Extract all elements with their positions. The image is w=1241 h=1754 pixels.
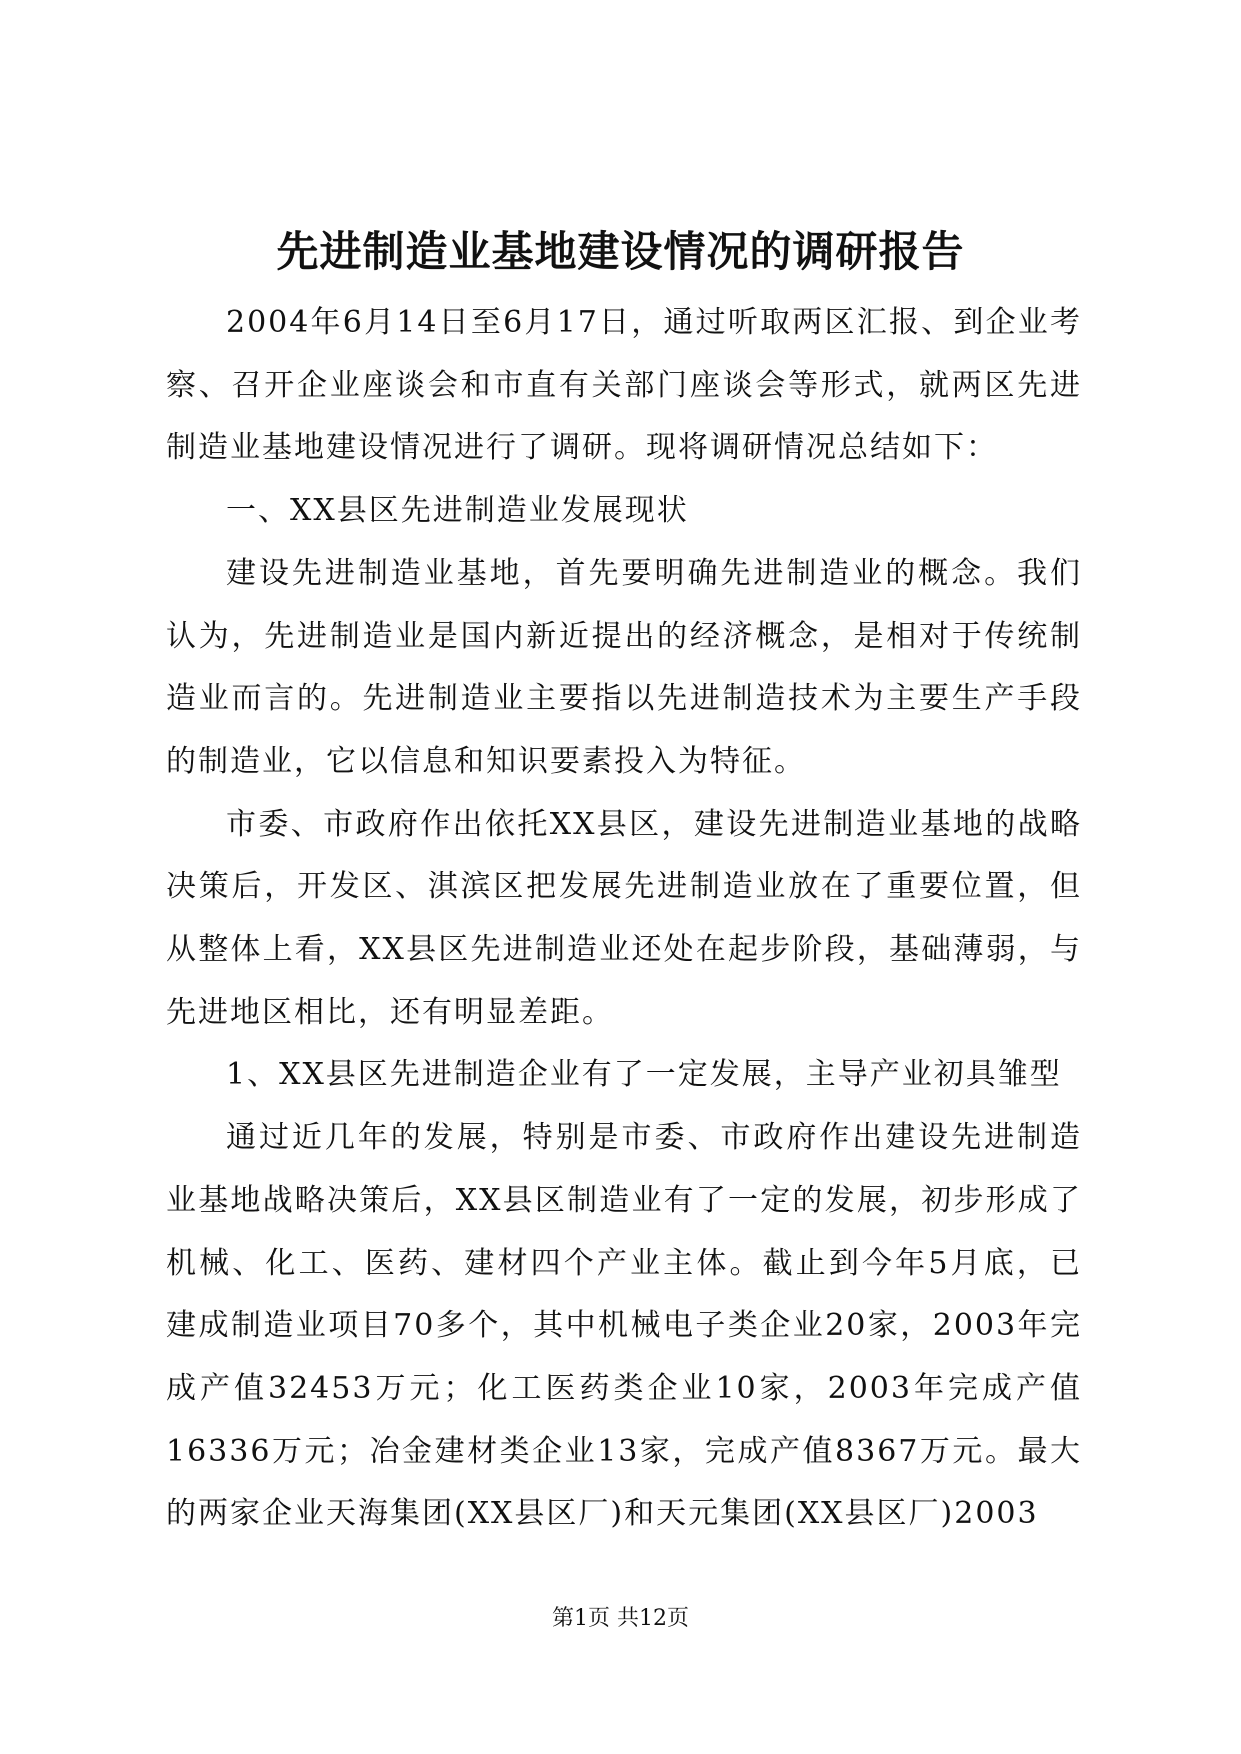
document-title: 先进制造业基地建设情况的调研报告 — [276, 227, 965, 276]
paragraph-concept: 建设先进制造业基地，首先要明确先进制造业的概念。我们认为，先进制造业是国内新近提出的经济概念，是相对于传统制造业而言的。先进制造业主要指以先进制造技术为主要生产手段的制造业，它以信息和知识要素投入为特征。 — [166, 555, 1082, 779]
section-heading-1: 一、XX县区先进制造业发展现状 — [226, 493, 689, 529]
document-body — [166, 292, 1082, 1546]
page-footer: 第1页 共12页 — [552, 1606, 689, 1631]
paragraph-strategy: 市委、市政府作出依托XX县区，建设先进制造业基地的战略决策后，开发区、淇滨区把发展先进制造业放在了重要位置，但从整体上看，XX县区先进制造业还处在起步阶段，基础薄弱，与先进地区相比，还有明显差距。 — [166, 806, 1082, 1030]
paragraph-intro: 2004年6月14日至6月17日，通过听取两区汇报、到企业考察、召开企业座谈会和市直有关部门座谈会等形式，就两区先进制造业基地建设情况进行了调研。现将调研情况总结如下： — [166, 305, 1082, 466]
subsection-heading-1: 1、XX县区先进制造企业有了一定发展，主导产业初具雏型 — [226, 1057, 1062, 1093]
paragraph-development: 通过近几年的发展，特别是市委、市政府作出建设先进制造业基地战略决策后，XX县区制造业有了一定的发展，初步形成了机械、化工、医药、建材四个产业主体。截止到今年5月底，已建成制造业项目70多个，其中机械电子类企业20家，2003年完成产值32453万元；化工医药类企业10家，2003年完成产值16336万元；冶金建材类企业13家，完成产值8367万元。最大的两家企业天海集团(XX县区厂)和天元集团(XX县区厂)2003 — [166, 1120, 1082, 1532]
